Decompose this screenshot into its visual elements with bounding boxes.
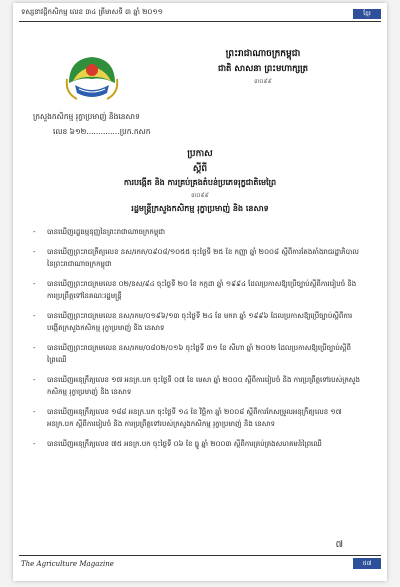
issuing-minister: រដ្ឋមន្ត្រីក្រសួងកសិកម្ម រុក្ខាប្រមាញ់ និង នេសាទ <box>131 204 269 213</box>
list-item: - បានឃើញព្រះរាជក្រមលេខ នស/រកម/០៨០២/០១៦ ចុះថ្ងៃទី ៣១ ខែ សីហា ឆ្នាំ ២០០២ ដែលប្រកាសឱ្យប្រើច្បាប់ស្តីពីព្រៃឈើ <box>33 344 351 364</box>
document-type: ប្រកាស <box>187 149 213 159</box>
document-subject-label: ស្តីពី <box>192 164 208 174</box>
title-ornament: ៣០៩៩ <box>191 192 209 199</box>
list-item: - បានឃើញអនុក្រឹត្យលេខ ៧៥ អនក្រ.បក ចុះថ្ងៃទី ០៦ ខែ ធ្នូ ឆ្នាំ ២០០៣ ស្តីពីការគ្រប់គ្រងសហគមន៍ព្រៃឈើ <box>33 440 322 448</box>
footer-tab: ៥៧ <box>353 558 381 569</box>
magazine-header: ទស្សនាវដ្តីកសិកម្ម លេខ ៣៤ ត្រីមាសទី ៣ ឆ្នាំ ២០១១ <box>21 8 163 16</box>
ministry-logo-icon <box>63 49 121 107</box>
kingdom-name: ព្រះរាជាណាចក្រកម្ពុជា <box>225 49 301 59</box>
list-item: - បានឃើញព្រះរាជក្រមលេខ ០២/នស/៩៤ ចុះថ្ងៃទី ២០ ខែ កក្កដា ឆ្នាំ ១៩៩៤ ដែលប្រកាសឱ្យប្រើច្បាប់ស្តីពីការរៀបចំ និង ការប្រព្រឹត្តទៅនៃគណៈរដ្ឋមន្ត្រី <box>33 280 357 300</box>
list-item: - បានឃើញរដ្ឋធម្មនុញ្ញនៃព្រះរាជាណាចក្រកម្ពុជា <box>33 228 165 236</box>
header-rule <box>19 21 381 22</box>
list-item: - បានឃើញអនុក្រឹត្យលេខ ១៨៨ អនក្រ.បក ចុះថ្ងៃទី ១៤ ខែ វិច្ឆិកា ឆ្នាំ ២០០៨ ស្តីពីការកែសម្រួលអនុក្រឹត្យលេខ ១៧ អនក្រ.បក ស្តីពីការរៀបចំ និង ការប្រព្រឹត្តទៅរបស់ក្រសួងកសិកម្ម រុក្ខាប្រមាញ់ និង នេសាទ <box>33 408 342 428</box>
list-item: - បានឃើញព្រះរាជក្រមលេខ នស/រកម/០១៩៦/១៣ ចុះថ្ងៃទី ២៤ ខែ មករា ឆ្នាំ ១៩៩៦ ដែលប្រកាសឱ្យប្រើច្បាប់ស្តីពីការបង្កើតក្រសួងកសិកម្ម រុក្ខាប្រមាញ់ និង នេសាទ <box>33 312 353 332</box>
motto-ornament: ៣០៩៩ <box>254 78 272 85</box>
list-item: - បានឃើញព្រះរាជក្រឹត្យលេខ នស/រកត/០៩០៨/១០៥៥ ចុះថ្ងៃទី ២៥ ខែ កញ្ញា ឆ្នាំ ២០០៨ ស្តីពីការតែងតាំងរាជរដ្ឋាភិបាល នៃព្រះរាជាណាចក្រកម្ពុជា <box>33 248 359 268</box>
footer-rule <box>19 555 381 556</box>
ministry-name: ក្រសួងកសិកម្ម រុក្ខាប្រមាញ់ និងនេសាទ <box>33 112 140 121</box>
list-item: - បានឃើញអនុក្រឹត្យលេខ ១៧ អនក្រ.បក ចុះថ្ងៃទី ០៧ ខែ មេសា ឆ្នាំ ២០០០ ស្តីពីការរៀបចំ និង ការប្រព្រឹត្តទៅរបស់ក្រសួងកសិកម្ម រុក្ខាប្រមាញ់ និង នេសាទ <box>33 376 360 396</box>
reference-number: លេខ ៦១២..............ប្រក.កសក <box>53 127 151 136</box>
preamble-list <box>33 226 363 458</box>
page-number: ៧ <box>335 540 343 550</box>
magazine-footer: The Agriculture Magazine <box>21 560 114 568</box>
document-page <box>13 3 387 581</box>
header-tab: ខ្មែរ <box>353 9 381 19</box>
document-subject: ការបង្កើត និង ការគ្រប់គ្រងតំបន់ប្រភេទរុក្ខជាតិមេព្រៃ <box>123 178 277 187</box>
national-motto: ជាតិ សាសនា ព្រះមហាក្សត្រ <box>217 64 309 74</box>
